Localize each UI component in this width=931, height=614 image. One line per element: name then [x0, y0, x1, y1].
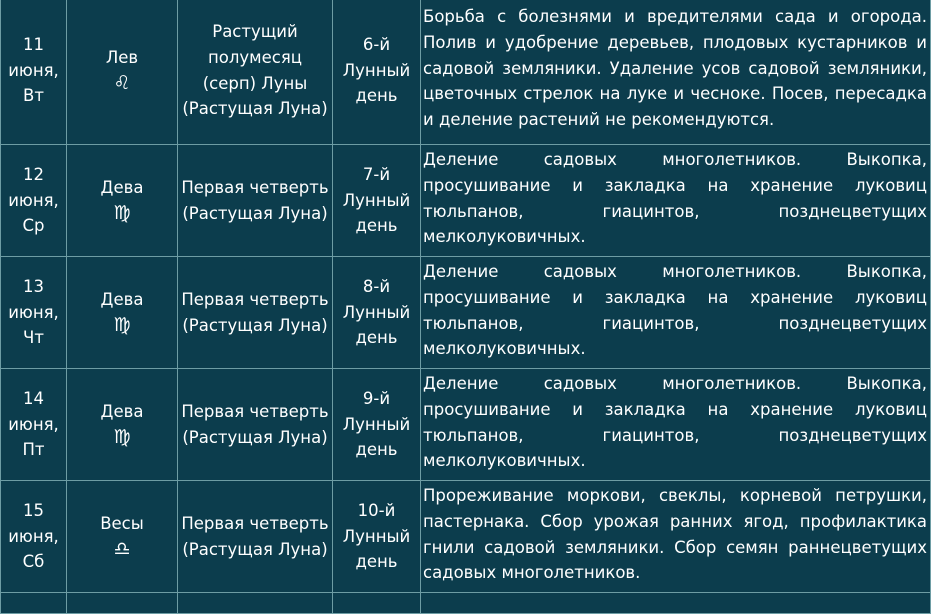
- zodiac-cell: [67, 145, 178, 257]
- empty-cell: [421, 593, 931, 614]
- zodiac-name: Дева: [100, 401, 144, 421]
- lunar-day-number: 8-й: [362, 276, 391, 296]
- moon-phase-cell: [178, 0, 333, 145]
- virgo-icon: ♍: [113, 426, 131, 449]
- moon-phase-cell: [178, 257, 333, 369]
- date-cell: [1, 145, 67, 257]
- moon-phase-cell: [178, 369, 333, 481]
- table-row: [1, 145, 931, 257]
- zodiac-name: Лев: [105, 47, 139, 67]
- date-month: июня,: [8, 60, 59, 80]
- lunar-day-cell: [333, 481, 421, 593]
- date-month: июня,: [8, 190, 59, 210]
- zodiac-cell: [67, 0, 178, 145]
- zodiac-name: Весы: [100, 513, 144, 533]
- leo-icon: ♌: [113, 72, 131, 95]
- moon-phase-line: Первая четверть: [181, 177, 329, 197]
- lunar-day-number: 9-й: [362, 388, 391, 408]
- date-day: 15: [23, 500, 44, 520]
- empty-cell: [1, 593, 67, 614]
- date-cell: [1, 369, 67, 481]
- lunar-day-number: 7-й: [362, 164, 391, 184]
- moon-phase-line: полумесяц: [207, 47, 303, 67]
- table-row: [1, 257, 931, 369]
- lunar-day-word: день: [355, 440, 398, 460]
- lunar-day-number: 10-й: [357, 500, 396, 520]
- lunar-day-cell: [333, 145, 421, 257]
- empty-cell: [67, 593, 178, 614]
- lunar-day-word: день: [355, 216, 398, 236]
- moon-phase-cell: [178, 145, 333, 257]
- date-day: 13: [23, 276, 44, 296]
- moon-phase-line: (Растущая Луна): [182, 203, 328, 223]
- lunar-day-cell: [333, 0, 421, 145]
- date-weekday: Чт: [23, 328, 44, 348]
- recommendation-cell: Деление садовых многолетников. Выкопка, просушивание и закладка на хранение луковиц тюльпанов, гиацинтов, позднецветущих мелколуковичных.: [421, 257, 931, 369]
- virgo-icon: ♍: [113, 314, 131, 337]
- moon-phase-line: (Растущая Луна): [182, 427, 328, 447]
- recommendation-cell: Прореживание моркови, свеклы, корневой петрушки, пастернака. Сбор урожая ранних ягод, профилактика гнили садовой земляники. Сбор семян раннецветущих садовых многолетников.: [421, 481, 931, 593]
- date-weekday: Ср: [22, 216, 45, 236]
- lunar-day-word: Лунный: [342, 60, 411, 80]
- moon-phase-line: (Растущая Луна): [182, 315, 328, 335]
- lunar-day-word: Лунный: [342, 302, 411, 322]
- date-cell: [1, 257, 67, 369]
- date-cell: [1, 481, 67, 593]
- date-cell: [1, 0, 67, 145]
- lunar-day-cell: [333, 257, 421, 369]
- lunar-day-word: день: [355, 328, 398, 348]
- moon-phase-line: Первая четверть: [181, 401, 329, 421]
- zodiac-cell: [67, 481, 178, 593]
- date-month: июня,: [8, 302, 59, 322]
- table-row: [1, 369, 931, 481]
- zodiac-cell: [67, 257, 178, 369]
- lunar-day-cell: [333, 369, 421, 481]
- empty-cell: [333, 593, 421, 614]
- lunar-day-word: Лунный: [342, 526, 411, 546]
- moon-phase-line: (Растущая Луна): [182, 539, 328, 559]
- lunar-day-word: день: [355, 86, 398, 106]
- zodiac-name: Дева: [100, 289, 144, 309]
- libra-icon: ♎: [113, 538, 131, 561]
- lunar-day-number: 6-й: [362, 34, 391, 54]
- date-month: июня,: [8, 526, 59, 546]
- moon-phase-line: Первая четверть: [181, 289, 329, 309]
- recommendation-cell: Борьба с болезнями и вредителями сада и огорода. Полив и удобрение деревьев, плодовых кустарников и садовой земляники. Удаление усов садовой земляники, цветочных стрелок на луке и чесноке. Посев, пересадка и деление растений не рекомендуются.: [421, 0, 931, 145]
- virgo-icon: ♍: [113, 202, 131, 225]
- date-weekday: Пт: [22, 440, 45, 460]
- table-row: [1, 0, 931, 145]
- table-row: [1, 593, 931, 614]
- empty-cell: [178, 593, 333, 614]
- date-month: июня,: [8, 414, 59, 434]
- date-day: 12: [23, 164, 44, 184]
- lunar-day-word: Лунный: [342, 190, 411, 210]
- recommendation-cell: Деление садовых многолетников. Выкопка, просушивание и закладка на хранение луковиц тюльпанов, гиацинтов, позднецветущих мелколуковичных.: [421, 369, 931, 481]
- moon-phase-cell: [178, 481, 333, 593]
- zodiac-cell: [67, 369, 178, 481]
- moon-phase-line: Растущий: [212, 21, 298, 41]
- moon-phase-line: Первая четверть: [181, 513, 329, 533]
- moon-phase-line: (Растущая Луна): [182, 99, 328, 119]
- lunar-day-word: день: [355, 552, 398, 572]
- date-weekday: Сб: [22, 552, 45, 572]
- table-row: [1, 481, 931, 593]
- recommendation-cell: Деление садовых многолетников. Выкопка, просушивание и закладка на хранение луковиц тюльпанов, гиацинтов, позднецветущих мелколуковичных.: [421, 145, 931, 257]
- date-day: 14: [23, 388, 44, 408]
- lunar-day-word: Лунный: [342, 414, 411, 434]
- date-day: 11: [23, 34, 44, 54]
- date-weekday: Вт: [23, 86, 44, 106]
- zodiac-name: Дева: [100, 177, 144, 197]
- moon-phase-line: (серп) Луны: [202, 73, 308, 93]
